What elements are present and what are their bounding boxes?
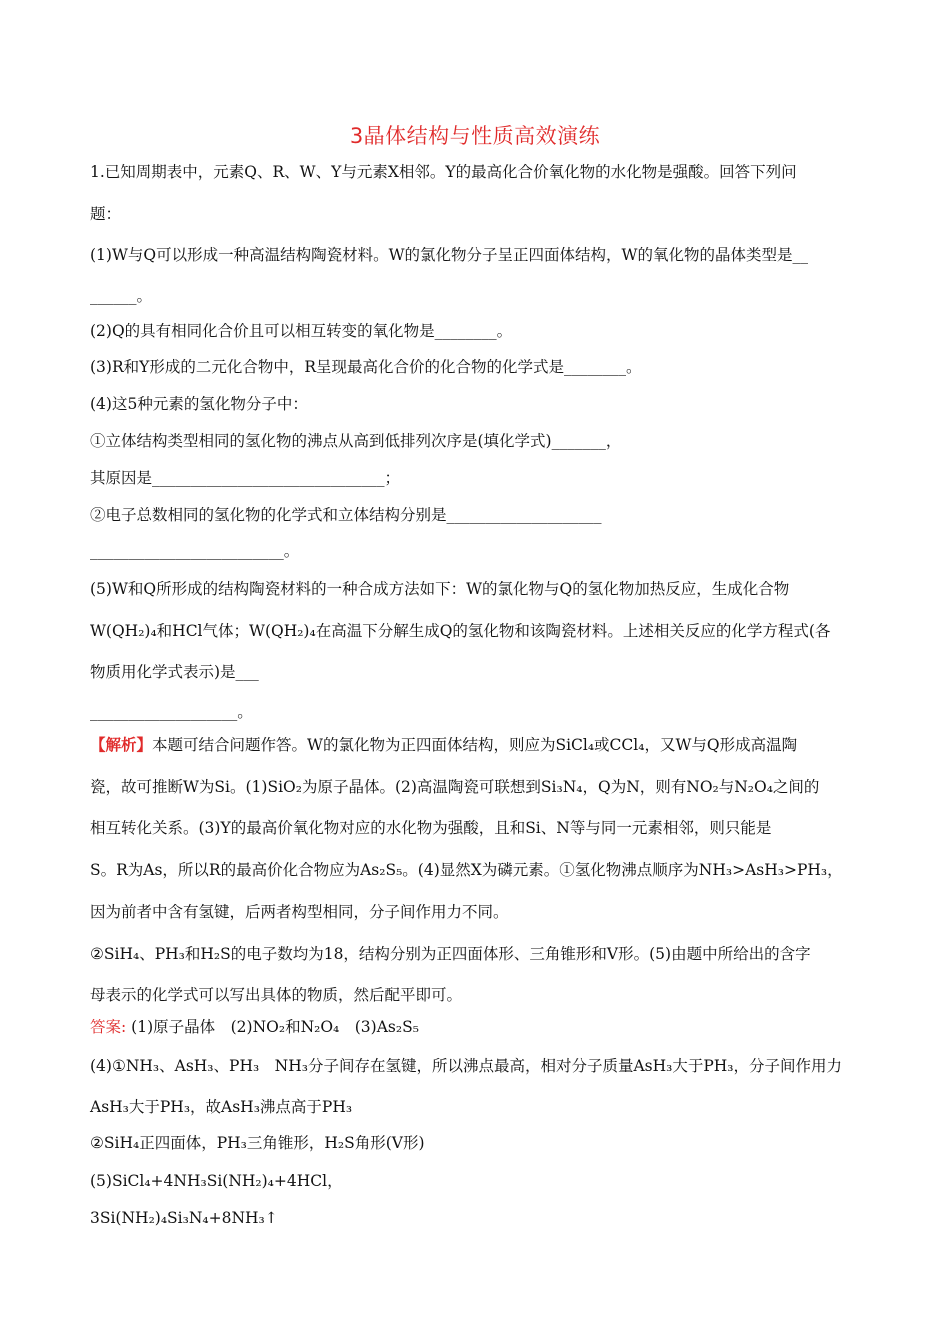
- answer-line: (5)SiCl₄+4NH₃Si(NH₂)₄+4HCl，: [90, 1172, 343, 1190]
- page-title: 3晶体结构与性质高效演练: [349, 124, 601, 148]
- answer-text: (1)原子晶体 (2)NO₂和N₂O₄ (3)As₂S₅: [131, 1018, 419, 1036]
- question-line: (2)Q的具有相同化合价且可以相互转变的氧化物是________。: [90, 322, 513, 340]
- question-line: 物质用化学式表示)是___: [90, 663, 259, 681]
- analysis-text: 本题可结合问题作答。W的氯化物为正四面体结构，则应为SiCl₄或CCl₄，又W与Q形成高温陶: [152, 736, 798, 754]
- analysis-line: 瓷，故可推断W为Si。(1)SiO₂为原子晶体。(2)高温陶瓷可联想到Si₃N₄，Q为N，则有NO₂与N₂O₄之间的: [90, 778, 820, 796]
- question-line: ①立体结构类型相同的氢化物的沸点从高到低排列次序是(填化学式)_______，: [90, 432, 622, 450]
- question-line: 题：: [90, 205, 122, 223]
- analysis-line: [90, 735, 860, 755]
- analysis-label: 【解析】: [90, 735, 153, 754]
- analysis-line: 母表示的化学式可以写出具体的物质，然后配平即可。: [90, 986, 463, 1004]
- question-line: (3)R和Y形成的二元化合物中，R呈现最高化合价的化合物的化学式是________。: [90, 358, 642, 376]
- analysis-line: ②SiH₄、PH₃和H₂S的电子数均为18，结构分别为正四面体形、三角锥形和V形。(5)由题中所给出的含字: [90, 945, 811, 963]
- answer-line: ②SiH₄正四面体，PH₃三角锥形，H₂S角形(V形): [90, 1134, 425, 1152]
- question-line: _________________________。: [90, 542, 300, 560]
- answer-line: AsH₃大于PH₃，故AsH₃沸点高于PH₃: [90, 1098, 353, 1116]
- answer-label: 答案:: [90, 1018, 127, 1036]
- answer-line: 3Si(NH₂)₄Si₃N₄+8NH₃↑: [90, 1209, 278, 1227]
- analysis-line: 因为前者中含有氢键，后两者构型相同，分子间作用力不同。: [90, 903, 509, 921]
- question-line: (5)W和Q所形成的结构陶瓷材料的一种合成方法如下：W的氯化物与Q的氢化物加热反应，生成化合物: [90, 580, 790, 598]
- analysis-line: S。R为As，所以R的最高价化合物应为As₂S₅。(4)显然X为磷元素。①氢化物沸点顺序为NH₃>AsH₃>PH₃，: [90, 861, 843, 879]
- question-line: 其原因是______________________________；: [90, 469, 401, 487]
- question-line: ___________________。: [90, 703, 253, 721]
- analysis-line: 相互转化关系。(3)Y的最高价氧化物对应的水化物为强酸，且和Si、N等与同一元素相邻，则只能是: [90, 819, 772, 837]
- question-line: ______。: [90, 287, 153, 305]
- answer-line: [90, 1017, 860, 1037]
- question-line: ②电子总数相同的氢化物的化学式和立体结构分别是____________________: [90, 506, 602, 524]
- question-line: W(QH₂)₄和HCl气体；W(QH₂)₄在高温下分解生成Q的氢化物和该陶瓷材料。上述相关反应的化学方程式(各: [90, 622, 831, 640]
- question-line: (1)W与Q可以形成一种高温结构陶瓷材料。W的氯化物分子呈正四面体结构，W的氧化物的晶体类型是__: [90, 246, 808, 264]
- question-line: 1.已知周期表中，元素Q、R、W、Y与元素X相邻。Y的最高化合价氧化物的水化物是强酸。回答下列问: [90, 163, 797, 181]
- question-line: (4)这5种元素的氢化物分子中：: [90, 395, 308, 413]
- answer-line: (4)①NH₃、AsH₃、PH₃ NH₃分子间存在氢键，所以沸点最高，相对分子质量AsH₃大于PH₃，分子间作用力: [90, 1057, 843, 1075]
